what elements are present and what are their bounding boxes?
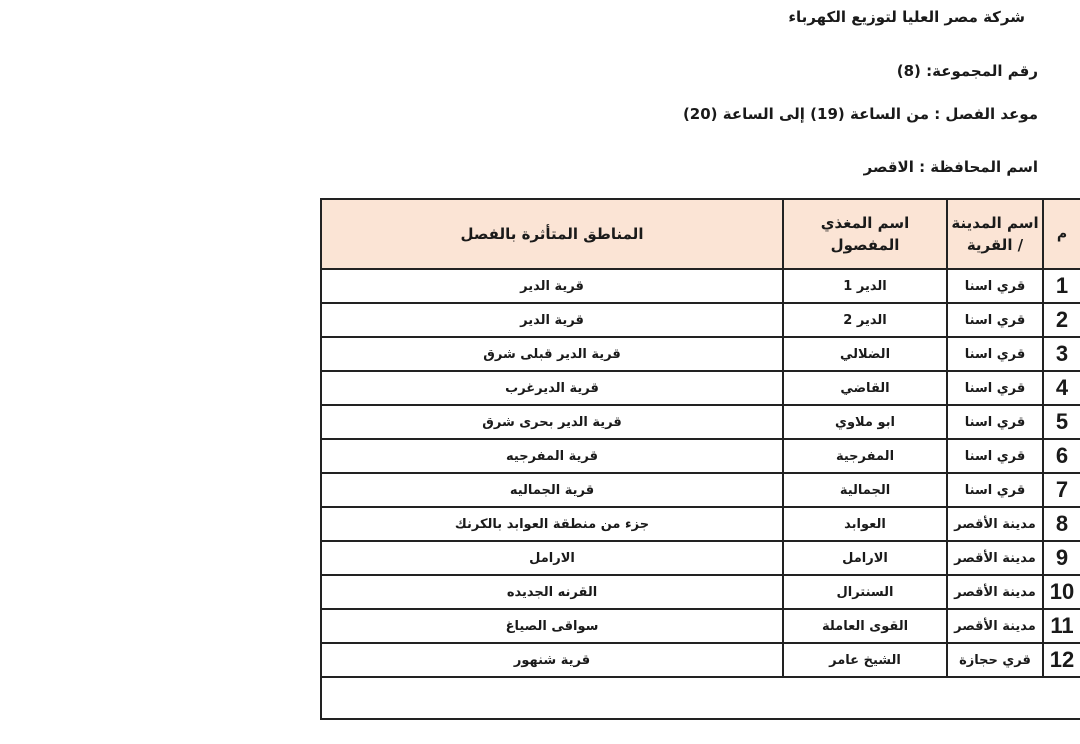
header-city: اسم المدينة / القرية	[947, 199, 1043, 269]
row-number: 11	[1043, 609, 1080, 643]
row-areas: قرية شنهور	[321, 643, 783, 677]
row-number: 10	[1043, 575, 1080, 609]
row-feeder: ابو ملاوي	[783, 405, 947, 439]
row-city: قري اسنا	[947, 405, 1043, 439]
row-areas: قرية الدير	[321, 269, 783, 303]
row-number: 8	[1043, 507, 1080, 541]
row-areas: سواقى الصياغ	[321, 609, 783, 643]
row-feeder: القاضي	[783, 371, 947, 405]
table-row	[321, 507, 1080, 541]
table-row	[321, 303, 1080, 337]
row-areas: جزء من منطقة العوابد بالكرنك	[321, 507, 783, 541]
row-city: قري اسنا	[947, 337, 1043, 371]
governorate-name: اسم المحافظة : الاقصر	[863, 158, 1038, 176]
row-city: قري حجازة	[947, 643, 1043, 677]
header-feeder: اسم المغذي المفصول	[783, 199, 947, 269]
row-number: 4	[1043, 371, 1080, 405]
row-feeder: الضلالي	[783, 337, 947, 371]
row-city: قري اسنا	[947, 269, 1043, 303]
table-row	[321, 439, 1080, 473]
row-number: 9	[1043, 541, 1080, 575]
row-areas: قرية الدير قبلى شرق	[321, 337, 783, 371]
company-name: شركة مصر العليا لتوزيع الكهرباء	[788, 8, 1025, 26]
table-row	[321, 609, 1080, 643]
table-body	[321, 269, 1080, 719]
row-number: 3	[1043, 337, 1080, 371]
row-number: 7	[1043, 473, 1080, 507]
group-number: رقم المجموعة: (8)	[896, 62, 1038, 80]
row-number: 5	[1043, 405, 1080, 439]
row-city: مدينة الأقصر	[947, 541, 1043, 575]
header-areas: المناطق المتأثرة بالفصل	[321, 199, 783, 269]
outage-table	[320, 198, 1080, 720]
row-areas: قرية الجماليه	[321, 473, 783, 507]
row-number: 12	[1043, 643, 1080, 677]
row-areas: قرية الدير	[321, 303, 783, 337]
row-areas: قرية الديرغرب	[321, 371, 783, 405]
row-feeder: المفرجية	[783, 439, 947, 473]
table-row	[321, 269, 1080, 303]
row-city: قري اسنا	[947, 371, 1043, 405]
row-city: مدينة الأقصر	[947, 507, 1043, 541]
row-feeder: الشيخ عامر	[783, 643, 947, 677]
row-feeder: الجمالية	[783, 473, 947, 507]
row-number: 2	[1043, 303, 1080, 337]
row-city: قري اسنا	[947, 303, 1043, 337]
table-row	[321, 337, 1080, 371]
table-row	[321, 575, 1080, 609]
row-areas: قرية المفرجيه	[321, 439, 783, 473]
table-row	[321, 473, 1080, 507]
row-areas: قرية الدير بحرى شرق	[321, 405, 783, 439]
row-feeder: الدير 2	[783, 303, 947, 337]
row-city: قري اسنا	[947, 473, 1043, 507]
row-feeder: الارامل	[783, 541, 947, 575]
table-row-empty	[321, 677, 1080, 719]
row-feeder: السنترال	[783, 575, 947, 609]
header-num: م	[1043, 199, 1080, 269]
row-city: مدينة الأقصر	[947, 609, 1043, 643]
row-feeder: القوى العاملة	[783, 609, 947, 643]
row-city: مدينة الأقصر	[947, 575, 1043, 609]
row-feeder: الدير 1	[783, 269, 947, 303]
row-areas: الارامل	[321, 541, 783, 575]
table-row	[321, 371, 1080, 405]
cut-time: موعد الفصل : من الساعة (19) إلى الساعة (20)	[682, 105, 1038, 123]
row-city: قري اسنا	[947, 439, 1043, 473]
row-areas: القرنه الجديده	[321, 575, 783, 609]
row-number: 1	[1043, 269, 1080, 303]
table-header-row	[321, 199, 1080, 269]
table-row	[321, 643, 1080, 677]
row-feeder: العوابد	[783, 507, 947, 541]
row-number: 6	[1043, 439, 1080, 473]
table-row	[321, 405, 1080, 439]
table-row	[321, 541, 1080, 575]
empty-cell	[321, 677, 1080, 719]
